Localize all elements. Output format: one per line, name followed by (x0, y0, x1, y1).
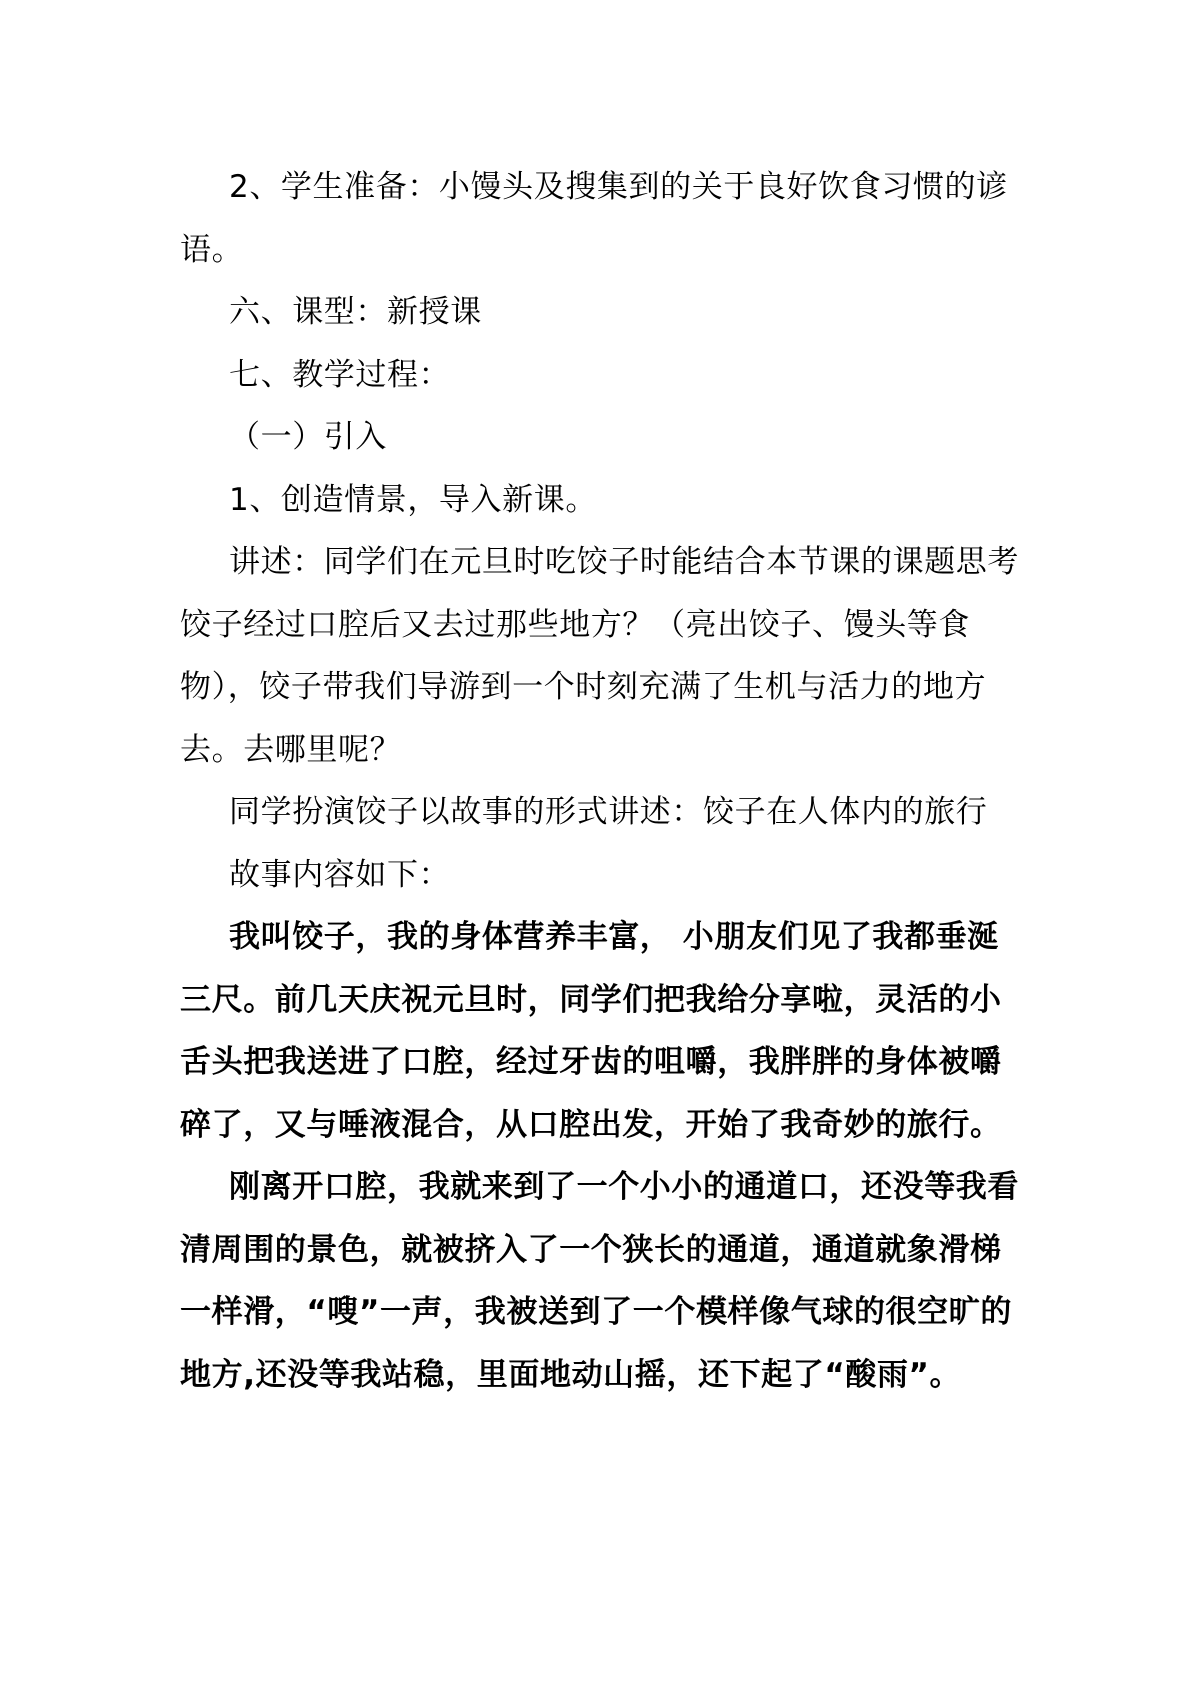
paragraph-create-scenario: 1、创造情景，导入新课。 (229, 481, 597, 518)
paragraph-student-preparation: 2、学生准备：小馒头及搜集到的关于良好饮食习惯的谚语。 (180, 169, 1008, 268)
paragraph-story-part-2: 刚离开口腔，我就来到了一个小小的通道口，还没等我看清周围的景色，就被挤入了一个狭长的通道，通道就象滑梯一样滑，“嗖”一声，我被送到了一个模样像气球的很空旷的地方,还没等我站稳，里面地动山摇，还下起了“酸雨”。 (180, 1169, 1019, 1393)
paragraph-introduction-heading: （一）引入 (229, 419, 387, 455)
paragraph-teaching-process-heading: 七、教学过程： (229, 356, 451, 393)
paragraph-narration: 讲述：同学们在元旦时吃饺子时能结合本节课的课题思考饺子经过口腔后又去过那些地方？（亮出饺子、馒头等食物），饺子带我们导游到一个时刻充满了生机与活力的地方去。去哪里呢？ (180, 544, 1019, 768)
paragraph-story-part-1: 我叫饺子，我的身体营养丰富， 小朋友们见了我都垂涎三尺。前几天庆祝元旦时，同学们把我给分享啦，灵活的小舌头把我送进了口腔，经过牙齿的咀嚼，我胖胖的身体被嚼碎了，又与唾液混合，从口腔出发，开始了我奇妙的旅行。 (180, 919, 1002, 1143)
paragraph-role-play: 同学扮演饺子以故事的形式讲述：饺子在人体内的旅行 (229, 794, 988, 830)
paragraph-story-intro: 故事内容如下： (229, 856, 451, 893)
document-body (180, 156, 1020, 1406)
paragraph-lesson-type: 六、课型：新授课 (229, 294, 482, 330)
